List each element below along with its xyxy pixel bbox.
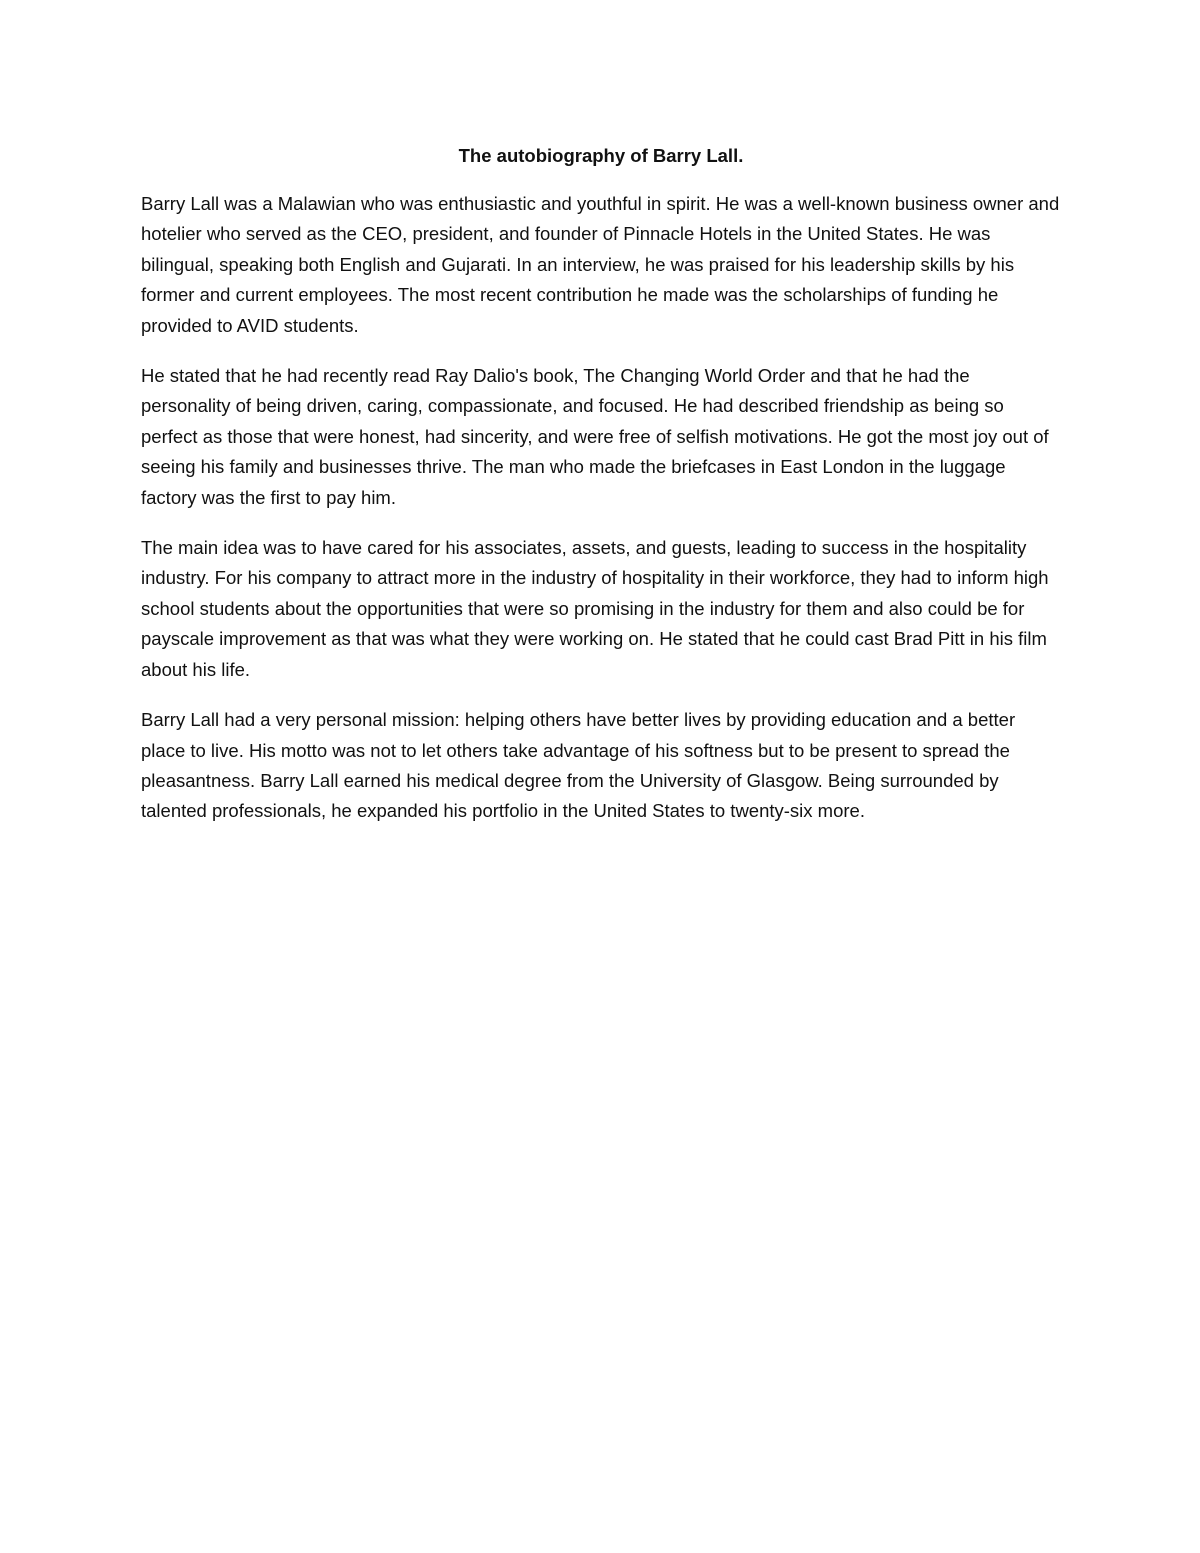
paragraph-2: He stated that he had recently read Ray Dalio's book, The Changing World Order and that he had the personality of being driven, caring, compassionate, and focused. He had described friendship as being so perfect as those that were honest, had sincerity, and were free of selfish motivations. He got the most joy out of seeing his family and businesses thrive. The man who made the briefcases in East London in the luggage factory was the first to pay him. [141, 365, 1049, 508]
paragraph-3: The main idea was to have cared for his associates, assets, and guests, leading to success in the hospitality industry. For his company to attract more in the industry of hospitality in their workforce, they had to inform high school students about the opportunities that were so promising in the industry for them and also could be for payscale improvement as that was what they were working on. He stated that he could cast Brad Pitt in his film about his life. [141, 537, 1049, 680]
document-body [141, 141, 1061, 847]
document-title: The autobiography of Barry Lall. [458, 145, 744, 166]
paragraph-1: Barry Lall was a Malawian who was enthusiastic and youthful in spirit. He was a well-known business owner and hotelier who served as the CEO, president, and founder of Pinnacle Hotels in the United States. He was bilingual, speaking both English and Gujarati. In an interview, he was praised for his leadership skills by his former and current employees. The most recent contribution he made was the scholarships of funding he provided to AVID students. [141, 193, 1060, 336]
paragraph-4: Barry Lall had a very personal mission: helping others have better lives by providing education and a better place to live. His motto was not to let others take advantage of his softness but to be present to spread the pleasantness. Barry Lall earned his medical degree from the University of Glasgow. Being surrounded by talented professionals, he expanded his portfolio in the United States to twenty-six more. [141, 709, 1016, 822]
